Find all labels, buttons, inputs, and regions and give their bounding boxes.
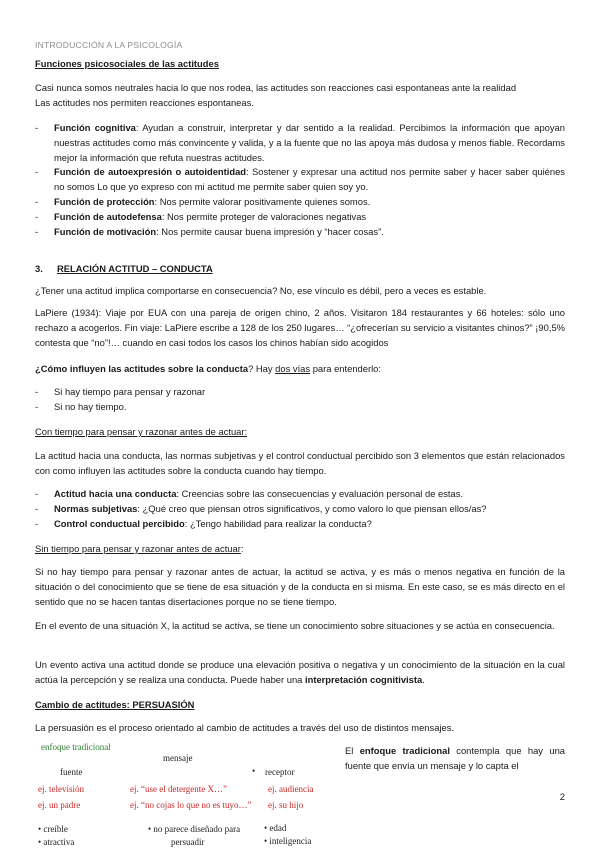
change-title-b: PERSUASIÓN [132, 699, 195, 710]
lapiere-text: LaPiere (1934): Viaje por EUA con una pareja de origen chino, 2 años. Visitaron 184 restaurantes y 66 hoteles: sólo uno rechazo a acogerlos. Fin viaje: LaPiere escribe a 128 de los 250 lugares… “¿ofrecerían su servicio a visitantes chinos?” ¡90,5% contesta que “no”!… cuando en casi todos los casos los chinos habían sido acogidos [35, 307, 565, 348]
diagram-edad: • edad [264, 823, 287, 833]
item-term: Función de autodefensa [54, 210, 162, 222]
no-time-paragraph-2 [35, 619, 565, 634]
question-paragraph [35, 284, 565, 299]
item-term: Función cognitiva [54, 122, 136, 133]
subsection-title: Sin tiempo para pensar y razonar antes de actuar [35, 543, 241, 554]
enfoque-c: contempla que hay una fuente que envía un mensaje y lo capta el [345, 745, 565, 771]
diagram-ej-hijo: ej. su hijo [268, 800, 304, 810]
paragraph-text: Un evento activa una actitud donde se produce una elevación positiva o negativa y un conocimiento de la situación en la cual actúa la percepción y se realiza una conducta. Puede haber una [35, 659, 565, 685]
item-text: : Ayudan a construir, interpretar y dar sentido a la realidad. Percibimos la información que apoyan nuestras actitudes como más convincente y valida, y a la fuente que no las apoya más dudosa y menos fiable. Recordams mejor la información que refuta nuestras actitudes. [54, 122, 565, 163]
section-title: RELACIÓN ACTITUD – CONDUCTA [57, 263, 213, 274]
diagram-receptor: receptor [265, 767, 295, 777]
functions-list [35, 121, 565, 239]
with-time-title [35, 425, 565, 440]
no-time-title [35, 542, 565, 557]
change-title [35, 698, 565, 713]
item-term: Función de motivación [54, 225, 157, 237]
functions-section [35, 57, 565, 72]
diagram-dot: • [252, 766, 256, 776]
list-item: - Función de autodefensa: Nos permite proteger de valoraciones negativas [35, 210, 367, 222]
item-term: Control conductual percibido [54, 517, 185, 529]
list-item: - Función cognitiva: Ayudan a construir, interpretar y dar sentido a la realidad. Percibimos la información que apoyan nuestras actitudes como más convincente y valida, y a la fuente que no las apoya más dudosa y menos fiable. Recordams mejor la información que refuta nuestras actitudes. [35, 122, 565, 163]
paragraph-end: . [422, 673, 425, 685]
paragraph-bold: interpretación cognitivista [304, 673, 423, 685]
list-item: - Actitud hacia una conducta: Creencias sobre las consecuencias y evaluación personal de estas. [35, 488, 464, 499]
way-text: Si no hay tiempo. [54, 400, 127, 412]
diagram-ej-padre: ej. un padre [38, 800, 81, 810]
persuasion-diagram [35, 740, 335, 848]
diagram-creible: • creíble [38, 824, 68, 834]
item-term: Actitud hacia una conducta [54, 488, 177, 499]
item-term: Normas subjetivas [54, 502, 138, 514]
influence-question [35, 362, 565, 377]
paragraph-text: Si no hay tiempo para pensar y razonar antes de actuar, la actitud se activa, y es más o menos negativa en función de la situación o del conocimiento que se tiene de esa situación y de la conducta en si misma. En este caso, se es más directo en el sentido que no se hacen tantas disertaciones porque no se tiene tiempo. [35, 566, 565, 607]
diagram-fuente: fuente [60, 767, 83, 777]
diagram-ej-no-cojas: ej. “no cojas lo que no es tuyo…” [130, 800, 252, 810]
diagram-no-parece: • no parece diseñado para [148, 824, 241, 834]
item-text: : Nos permite proteger de valoraciones negativas [161, 210, 367, 222]
item-text: : ¿Qué creo que piensan otros significativos, y como valoro lo que piensan ellos/as? [137, 502, 487, 514]
item-text: : Sostener y expresar una actitud nos permite saber y hacer saber quiénes no somos Lo que yo expreso con mi actitud me permite saber quien soy yo. [54, 166, 565, 193]
diagram-title: enfoque tradicional [41, 742, 111, 752]
ways-list [35, 385, 565, 415]
diagram-ej-tv: ej. televisión [38, 784, 84, 794]
enfoque-a: El [345, 745, 360, 756]
functions-intro [35, 81, 565, 111]
colon: : [240, 543, 244, 554]
item-text: : Nos permite causar buena impresión y “hacer cosas”. [156, 225, 384, 237]
intro-line-1: Casi nunca somos neutrales hacia lo que nos rodea, las actitudes son reacciones casi espontaneas ante la realidad [35, 82, 517, 93]
intro-line-2: Las actitudes nos permiten reacciones espontaneas. [35, 96, 254, 108]
item-term: Función de autoexpresión o autoidentidad [54, 166, 247, 178]
diagram-inteligencia: • inteligencia [264, 836, 312, 846]
item-text: : Nos permite valorar positivamente quienes somos. [154, 195, 371, 207]
item-text: : ¿Tengo habilidad para realizar la conducta? [184, 517, 372, 529]
diagram-persuadir: persuadir [171, 837, 205, 847]
list-item: - Normas subjetivas: ¿Qué creo que piensan otros significativos, y como valoro lo que piensan ellos/as? [35, 502, 487, 514]
change-title-a: Cambio de actitudes: [35, 699, 133, 710]
enfoque-bold: enfoque tradicional [359, 745, 450, 756]
question-bold: ¿Cómo influyen las actitudes sobre la conducta [35, 363, 249, 374]
lapiere-paragraph [35, 306, 565, 350]
diagram-ej-detergente: ej. “use el detergente X…” [130, 784, 228, 794]
item-text: : Creencias sobre las consecuencias y evaluación personal de estas. [176, 488, 464, 499]
diagram-atractiva: • atractiva [38, 837, 75, 847]
list-item: - Función de protección: Nos permite valorar positivamente quienes somos. [35, 195, 371, 207]
section-number: 3. [35, 263, 43, 274]
paragraph-text: La actitud hacia una conducta, las normas subjetivas y el control conductual percibido son 3 elementos que están relacionados con como influyen las actitudes sobre la conducta cuando hay tiempo. [35, 450, 565, 476]
question-underlined: dos vías [275, 363, 311, 374]
subsection-title: Con tiempo para pensar y razonar antes de actuar: [35, 426, 248, 437]
list-item: - Si hay tiempo para pensar y razonar [35, 386, 206, 397]
enfoque-paragraph [345, 744, 565, 774]
running-header: INTRODUCCIÓN A LA PSICOLOGÍA [35, 40, 183, 50]
way-text: Si hay tiempo para pensar y razonar [54, 386, 206, 397]
no-time-paragraph-1 [35, 565, 565, 609]
diagram-mensaje: mensaje [163, 753, 193, 763]
section-3-heading [35, 262, 565, 277]
question-end: para entenderlo: [310, 363, 381, 374]
persuasion-paragraph [35, 721, 565, 736]
no-time-paragraph-3 [35, 658, 565, 688]
diagram-ej-audiencia: ej. audiencia [268, 784, 314, 794]
item-term: Función de protección [54, 195, 155, 207]
page-number: 2 [559, 791, 565, 802]
question-mid: ? Hay [248, 363, 276, 374]
list-item: - Función de motivación: Nos permite causar buena impresión y “hacer cosas”. [35, 225, 384, 237]
functions-title: Funciones psicosociales de las actitudes [35, 58, 219, 69]
with-time-paragraph [35, 449, 565, 479]
list-item: - Control conductual percibido: ¿Tengo habilidad para realizar la conducta? [35, 517, 372, 529]
list-item: - Si no hay tiempo. [35, 400, 127, 412]
list-item: - Función de autoexpresión o autoidentidad: Sostener y expresar una actitud nos permite saber y hacer saber quiénes no somos Lo que yo expreso con mi actitud me permite saber quien soy yo. [35, 166, 565, 193]
paragraph-text: La persuasión es el proceso orientado al cambio de actitudes a través del uso de distintos mensajes. [35, 722, 454, 733]
paragraph-text: En el evento de una situación X, la actitud se activa, se tiene un conocimiento sobre situaciones y se actúa en consecuencia. [35, 620, 555, 631]
question-text: ¿Tener una actitud implica comportarse en consecuencia? No, ese vínculo es débil, pero a veces es estable. [35, 285, 487, 296]
elements-list [35, 487, 565, 531]
